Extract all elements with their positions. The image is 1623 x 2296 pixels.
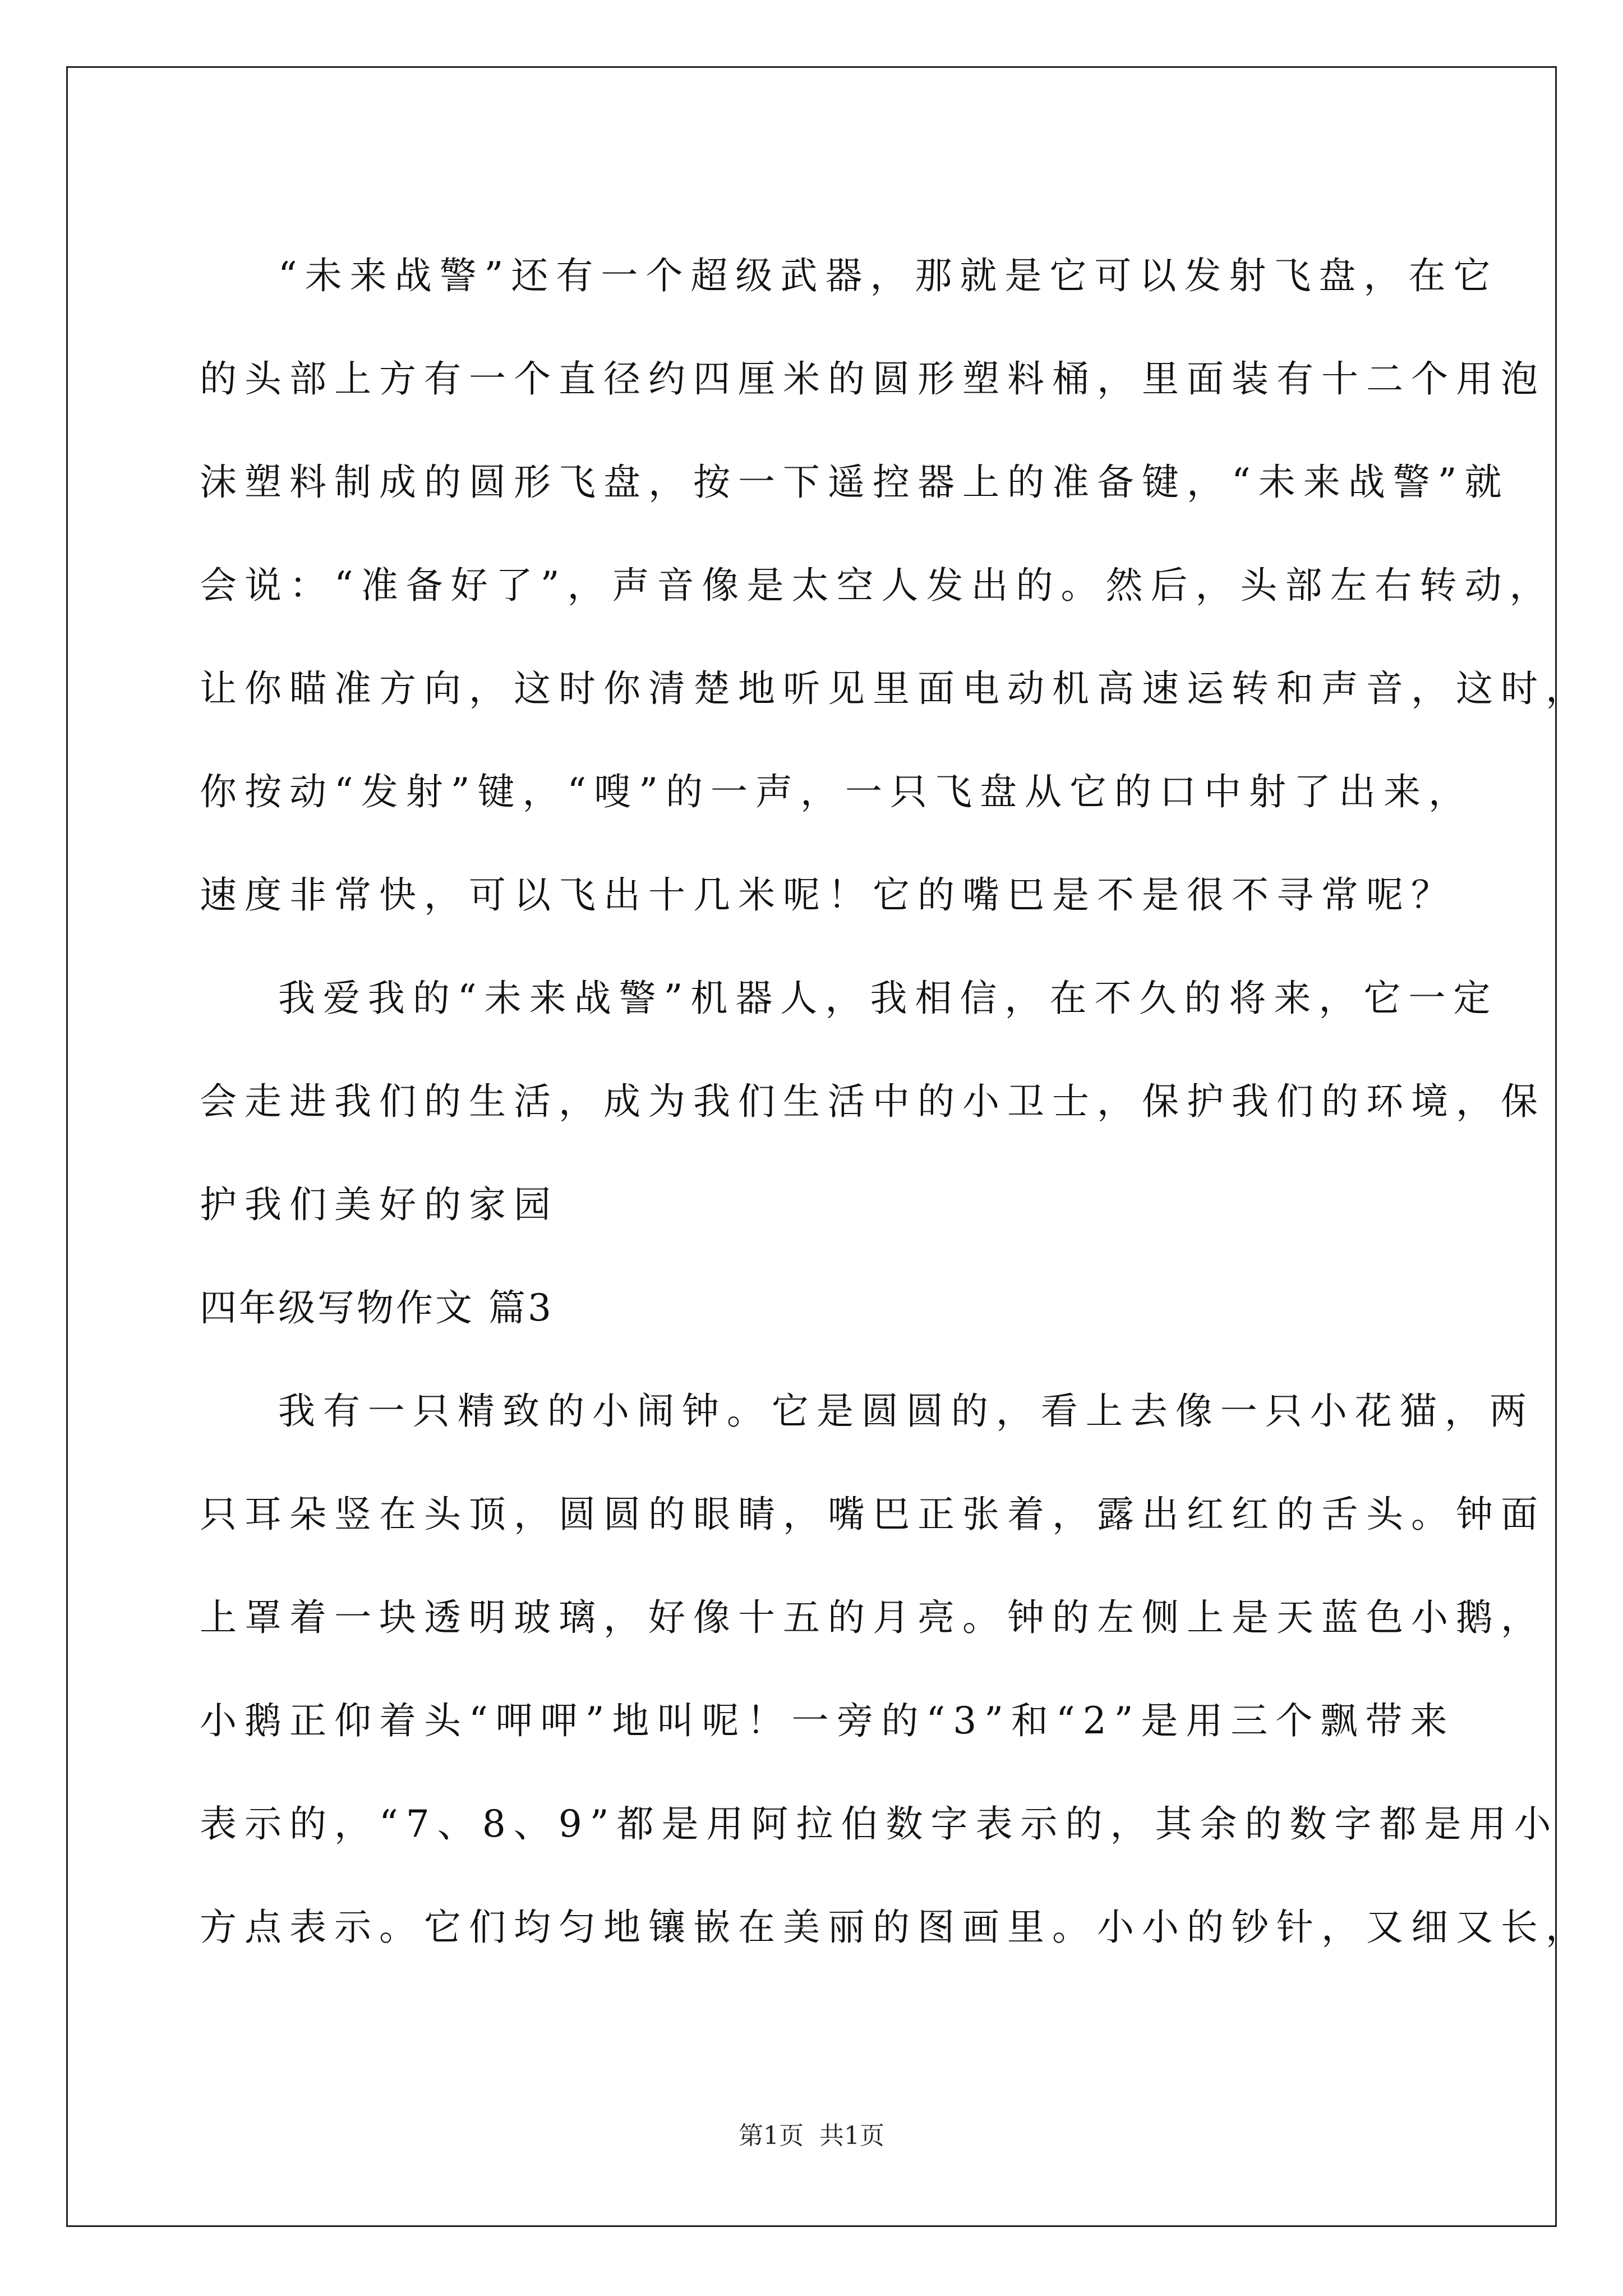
- paragraph-line: 速度非常快，可以飞出十几米呢！它的嘴巴是不是很不寻常呢？: [200, 873, 1456, 917]
- paragraph-line: 沫塑料制成的圆形飞盘，按一下遥控器上的准备键，“未来战警”就: [200, 461, 1510, 504]
- paragraph-line: 我爱我的“未来战警”机器人，我相信，在不久的将来，它一定: [200, 977, 1498, 1020]
- paragraph-line: 让你瞄准方向，这时你清楚地听见里面电动机高速运转和声音，这时，: [200, 667, 1590, 710]
- section-heading: 四年级写物作文 篇3: [200, 1286, 554, 1329]
- paragraph-line: 只耳朵竖在头顶，圆圆的眼睛，嘴巴正张着，露出红红的舌头。钟面: [200, 1493, 1546, 1536]
- paragraph-line: 小鹅正仰着头“呷呷”地叫呢！一旁的“3”和“2”是用三个飘带来: [200, 1699, 1455, 1742]
- paragraph-line: 你按动“发射”键，“嗖”的一声，一只飞盘从它的口中射了出来，: [200, 770, 1473, 813]
- paragraph-line: 我有一只精致的小闹钟。它是圆圆的，看上去像一只小花猫，两: [200, 1389, 1534, 1433]
- paragraph-line: 方点表示。它们均匀地镶嵌在美丽的图画里。小小的钞针，又细又长，: [200, 1906, 1590, 1949]
- paragraph-line: 上罩着一块透明玻璃，好像十五的月亮。钟的左侧上是天蓝色小鹅，: [200, 1596, 1546, 1639]
- paragraph-line: 护我们美好的家园: [200, 1183, 559, 1226]
- paragraph-line: 表示的，“7、8、9”都是用阿拉伯数字表示的，其余的数字都是用小: [200, 1802, 1559, 1846]
- page-footer: 第1页 共1页: [739, 2122, 884, 2150]
- document-body: [200, 224, 1590, 1979]
- paragraph-line: “未来战警”还有一个超级武器，那就是它可以发射飞盘，在它: [200, 254, 1498, 297]
- paragraph-line: 会说：“准备好了”，声音像是太空人发出的。然后，头部左右转动，: [200, 564, 1555, 607]
- paragraph-line: 的头部上方有一个直径约四厘米的圆形塑料桶，里面装有十二个用泡: [200, 357, 1546, 401]
- paragraph-line: 会走进我们的生活，成为我们生活中的小卫士，保护我们的环境，保: [200, 1080, 1546, 1123]
